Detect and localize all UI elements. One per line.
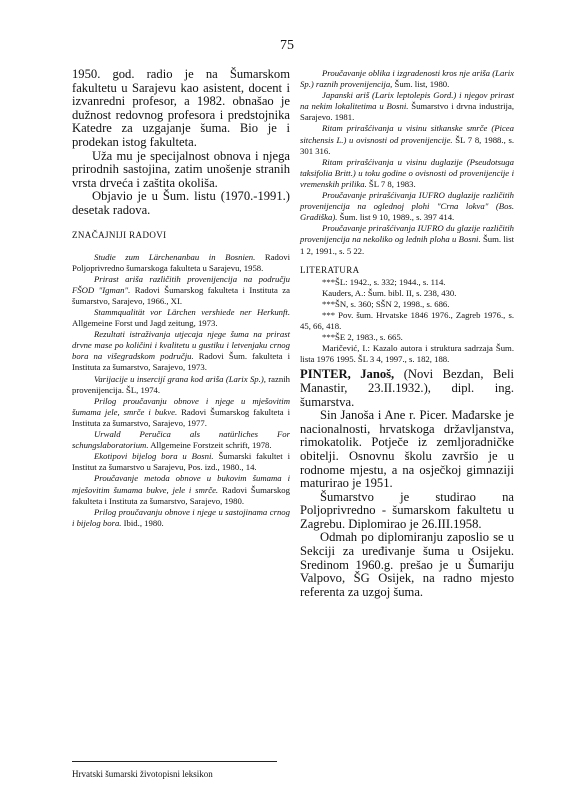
left-column xyxy=(72,68,290,529)
work-title: Stammqualität vor Lärchen vershiede ner Herkunft. xyxy=(94,307,290,317)
work-item xyxy=(300,68,514,90)
works-heading: ZNAČAJNIJI RADOVI xyxy=(72,229,167,240)
work-item xyxy=(72,274,290,307)
entry-name: PINTER, Janoš, xyxy=(300,367,395,382)
work-details: Radovi Šumarskog fakulteta i Instituta za šumarstvo, Sarajevo, 1977. xyxy=(72,406,290,428)
literature-heading: LITERATURA xyxy=(300,264,360,275)
work-item xyxy=(72,429,290,451)
work-title: Japanski ariš (Larix leptolepis Gord.) i njegov prirast na nekim lokalitetima u Bosni. xyxy=(300,90,514,112)
work-details: Šumarski fakultet i Institut za šumarstvo u Sarajevu, Pos. izd., 1980., 14. xyxy=(72,451,290,473)
entry-intro: (Novi Bezdan, Beli Manastir, 23.II.1932.), dipl. ing. šumarstva. xyxy=(300,367,514,409)
entry-paragraph: Šumarstvo je studirao na Poljoprivredno - šumarskom fakultetu u Zagrebu. Diplomirao je 26.III.1958. xyxy=(300,489,514,531)
work-item xyxy=(300,123,514,156)
work-title: Urwald Peručica als natürliches For schungslaboratorium. xyxy=(72,429,290,451)
work-details: Allgemeine Forst und Jagd zeitung, 1973. xyxy=(72,318,218,329)
footer-rule xyxy=(72,761,277,762)
work-title: Ritam prirašćivanja u visinu duglazije (Pseudotsuga taksifolia Britt.) u toku godine o ovisnosti od provenijencije i vremenskih prilika. xyxy=(300,156,514,189)
work-item xyxy=(72,451,290,473)
work-title: Ekotipovi bijelog bora u Bosni. xyxy=(94,451,214,462)
work-details: Radovi Šumarskog fakulteta i Instituta za šumarstvo, Sarajevo, 1966., XI. xyxy=(72,284,290,306)
work-title: Prilog proučavanju obnove i njege u mješovitim šumama jele, smrče i bukve. xyxy=(72,395,290,417)
work-details: ŠL 7 8, 1983. xyxy=(366,178,416,189)
literature-item: ***ŠN, s. 360; SŠN 2, 1998., s. 686. xyxy=(322,298,450,309)
work-title: Prirast ariša različitih provenijencija na području FŠOD "Igman". xyxy=(72,273,290,295)
work-item xyxy=(300,223,514,256)
bio-paragraph: Objavio je u Šum. listu (1970.-1991.) desetak radova. xyxy=(72,189,290,217)
work-details: Šumarstvo i drvna industrija, Sarajevo. 1981. xyxy=(300,101,514,123)
work-title: Prilog proučavanju obnove i njege u sastojinama crnog i bijelog bora. xyxy=(72,506,290,528)
work-title: Studie zum Lärchenanbau in Bosnien. xyxy=(94,251,256,262)
work-details: Radovi Poljoprivredno šumarskoga fakulteta u Sarajevu, 1958. xyxy=(72,251,290,273)
work-item xyxy=(300,157,514,190)
work-title: Proučavanje prirašćivanja IUFRO duglazije različitih provenijencija na oglednoj plohi "Crna lokva" (Bos. Gradiška). xyxy=(300,190,514,223)
work-title: Proučavanje prirašćivanja IUFRO du glazije različitih provenijencija na nekoliko og lednih ploha u Bosni. xyxy=(300,223,514,245)
work-details: Radovi Šumarskog fakulteta i Instituta za šumarstvo, Sarajevo, 1980. xyxy=(72,484,290,506)
entry-paragraph: Odmah po diplomiranju zaposlio se u Sekciji za uređivanje šuma u Osijeku. Sredinom 1960.g. prešao je u Šumariju Valpovo, ŠG Osijek, na radno mjesto referenta za uzgoj šuma. xyxy=(300,530,514,599)
bio-paragraph: 1950. god. radio je na Šumarskom fakultetu u Sarajevu kao asistent, docent i izvanredni profesor, a 1982. obnašao je dužnost redovnog profesora i predstojnika Katedre za uzgajanje šuma. Bio je i prodekan istog fakulteta. xyxy=(72,67,290,149)
work-details: Šum. list, 1980. xyxy=(392,79,450,90)
bio-paragraph: Uža mu je specijalnost obnova i njega prirodnih sastojina, zatim unošenje stranih vrsta drveća i zaštita okoliša. xyxy=(72,148,290,190)
work-item xyxy=(300,90,514,123)
page-number: 75 xyxy=(280,38,294,53)
literature-item: Maričević, I.: Kazalo autora i struktura sadrzaja Šum. lista 1976 1995. ŠL 3 4, 1997., s. 182, 188. xyxy=(300,343,514,365)
literature-item: Kauders, A.: Šum. bibl. II, s. 238, 430. xyxy=(322,287,457,298)
work-details: raznih provenijencija. ŠL, 1974. xyxy=(72,373,290,395)
work-title: Ritam prirašćivanja u visinu sitkanske smrče (Picea sitchensis L.) u ovisnosti od provenijencije. xyxy=(300,123,514,145)
literature-item: *** Pov. šum. Hrvatske 1846 1976., Zagreb 1976., s. 45, 66, 418. xyxy=(300,309,514,331)
entry-paragraph: Sin Janoša i Ane r. Picer. Mađarske je nacionalnosti, hrvatskoga državljanstva, rimokatolik. Potječe iz zemljoradničke obitelji. Osnovnu školu završio je u rodnome mjestu, a na osječkoj gimnaziji maturirao je 1951. xyxy=(300,408,514,491)
literature-item: ***ŠL: 1942., s. 332; 1944., s. 114. xyxy=(322,276,446,287)
work-item xyxy=(72,252,290,274)
work-details: ŠL 7 8, 1988., s. 301 316. xyxy=(300,134,514,156)
footer-title: Hrvatski šumarski životopisni leksikon xyxy=(72,769,213,779)
work-item xyxy=(72,507,290,529)
work-item xyxy=(72,307,290,329)
work-details: Radovi Šum. fakulteta i Instituta za šumarstvo, Sarajevo, 1973. xyxy=(72,351,290,373)
work-title: Varijacije u insercijí grana kod ariša (Larix Sp.), xyxy=(94,373,266,384)
work-title: Proučavanje metoda obnove u bukovim šumama i mješovitim šumama bukve, jele i smrče. xyxy=(72,473,290,495)
work-title: Proučavanje oblika i izgradenosti kros nje ariša (Larix Sp.) raznih provenijencija, xyxy=(300,68,514,90)
work-item xyxy=(72,396,290,429)
work-details: Šum. list 1 2, 1991., s. 5 22. xyxy=(300,234,514,256)
work-details: Šum. list 9 10, 1989., s. 397 414. xyxy=(337,212,455,223)
work-title: Rezultati istraživanja utjecaja njege šuma na prirast drvne mase po količini i kvalitetu u gustiku i letvenjaku crnog bora na višegradskom području. xyxy=(72,329,290,362)
work-item xyxy=(72,374,290,396)
work-details: Ibid., 1980. xyxy=(121,517,164,528)
work-details: Allgemeine Forstzeit schrift, 1978. xyxy=(148,440,272,451)
work-item xyxy=(300,190,514,223)
work-item xyxy=(72,473,290,506)
entry-header xyxy=(300,368,514,409)
literature-item: ***ŠE 2, 1983., s. 665. xyxy=(322,332,403,343)
work-item xyxy=(72,329,290,373)
right-column xyxy=(300,68,514,599)
